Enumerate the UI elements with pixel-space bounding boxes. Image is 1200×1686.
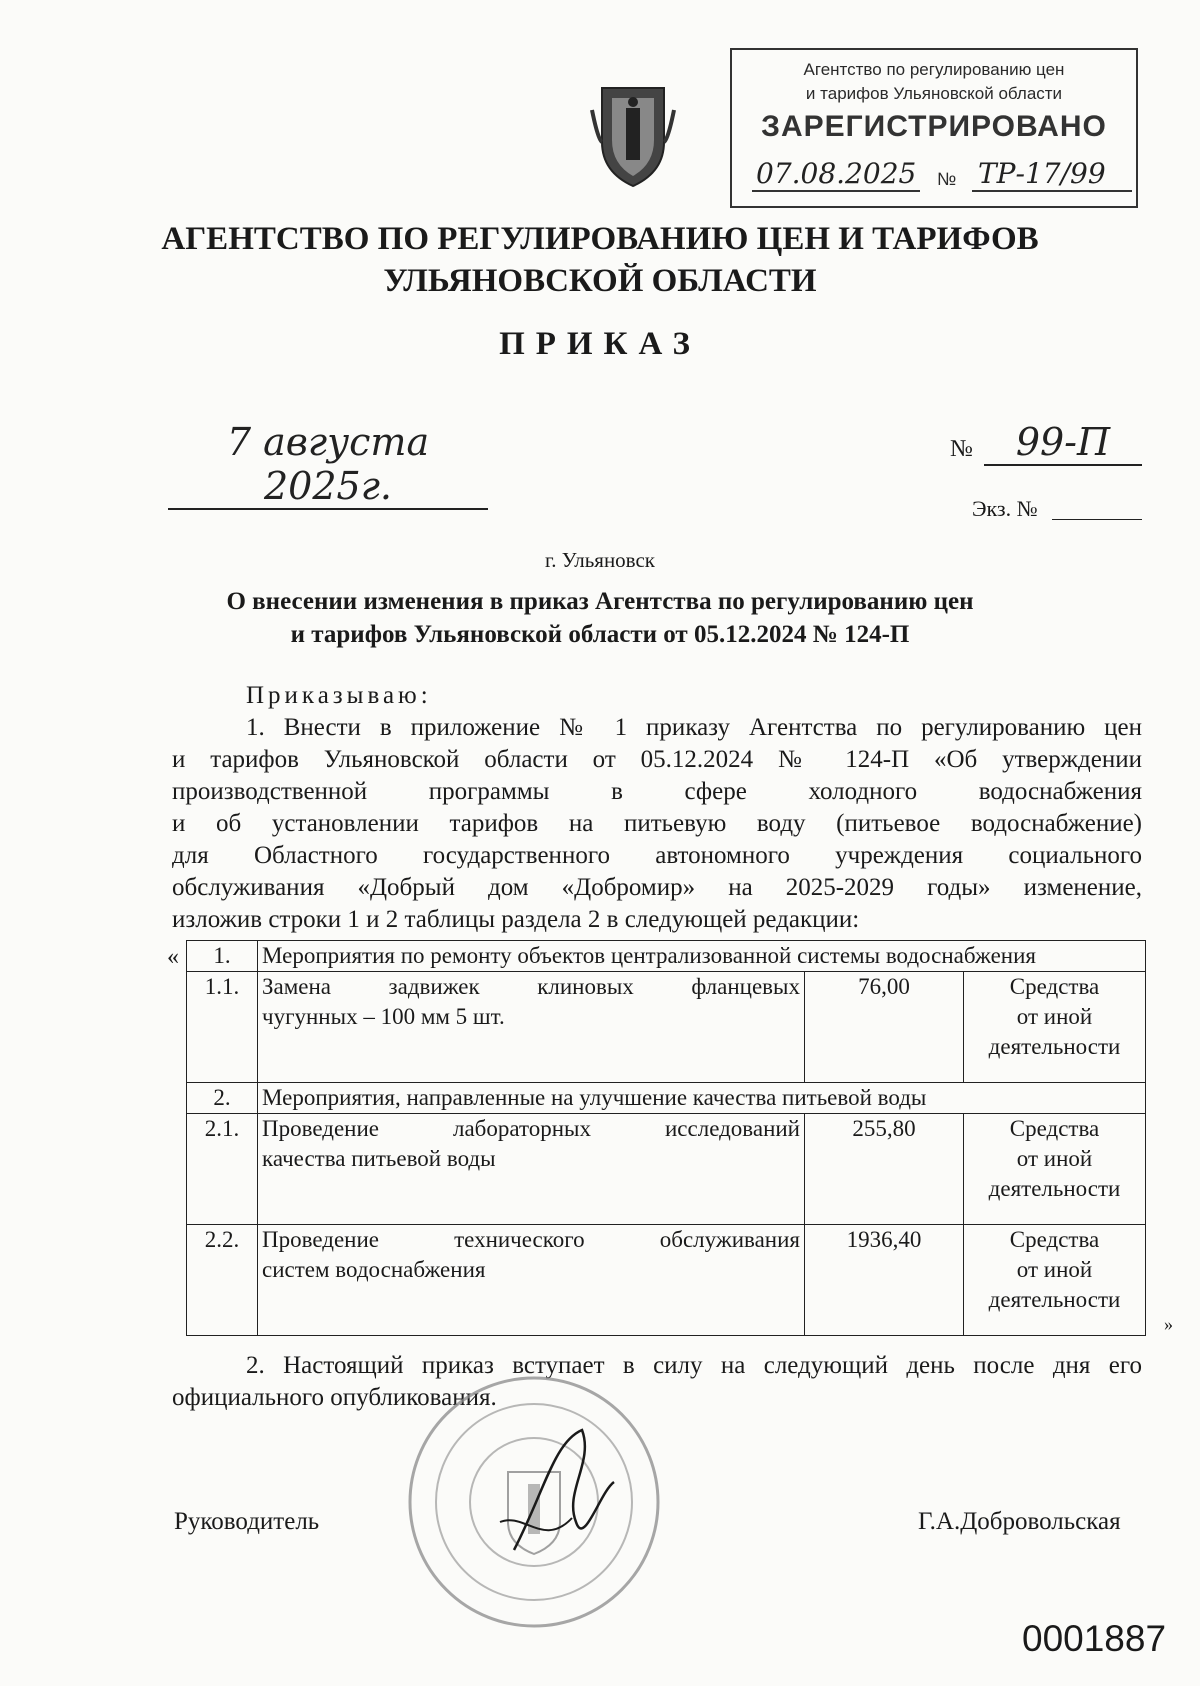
row-description	[258, 1114, 805, 1225]
row-number: 2.1.	[187, 1114, 258, 1225]
table-row	[187, 1083, 1146, 1114]
source-line: деятельности	[988, 1287, 1121, 1312]
ordering-word	[172, 680, 1142, 712]
copy-number-field	[1052, 519, 1142, 520]
p1-line: и тарифов Ульяновской области от 05.12.2024 № 124-П «Об утверждении	[172, 746, 1142, 773]
row-description	[258, 972, 805, 1083]
official-seal-icon	[404, 1372, 664, 1632]
table-close-quote: »	[1164, 1314, 1173, 1334]
order-number: 99-П	[984, 420, 1142, 466]
document-serial-number: 0001887	[1022, 1618, 1167, 1659]
row-value: 1936,40	[805, 1225, 964, 1336]
section-title: Мероприятия по ремонту объектов централизованной системы водоснабжения	[258, 941, 1146, 972]
document-title	[150, 585, 1050, 651]
source-line: Средства	[1009, 974, 1100, 999]
source-line: от иной	[1016, 1004, 1093, 1029]
title-line-1: О внесении изменения в приказ Агентства по регулированию цен	[226, 588, 974, 615]
row-number: 2.2.	[187, 1225, 258, 1336]
title-line-2: и тарифов Ульяновской области от 05.12.2024 № 124-П	[290, 621, 910, 648]
table-row	[187, 1225, 1146, 1336]
row-number: 1.	[187, 941, 258, 972]
row-value: 255,80	[805, 1114, 964, 1225]
order-number-label: №	[950, 436, 973, 462]
p1-line: 1. Внести в приложение № 1 приказу Агентства по регулированию цен	[246, 714, 1142, 741]
table-open-quote: «	[167, 944, 179, 970]
source-line: от иной	[1016, 1146, 1093, 1171]
desc-line: систем водоснабжения	[262, 1257, 486, 1282]
registration-stamp	[730, 48, 1138, 208]
agency-line-2: УЛЬЯНОВСКОЙ ОБЛАСТИ	[383, 263, 817, 299]
p2-line: 2. Настоящий приказ вступает в силу на следующий день после дня его	[246, 1352, 1142, 1379]
source-line: деятельности	[988, 1176, 1121, 1201]
paragraph-1	[172, 712, 1142, 936]
table-row	[187, 1114, 1146, 1225]
coat-of-arms-icon	[588, 80, 678, 192]
stamp-line-1: Агентство по регулированию цен	[803, 60, 1065, 79]
stamp-line-2: и тарифов Ульяновской области	[805, 84, 1063, 103]
city: г. Ульяновск	[544, 548, 655, 572]
order-date: 7 августа 2025г.	[168, 420, 488, 510]
document-type: ПРИКАЗ	[499, 326, 701, 362]
p1-line: производственной программы в сфере холодного водоснабжения	[172, 778, 1142, 805]
signatory-name: Г.А.Добровольская	[918, 1508, 1121, 1535]
signatory-position: Руководитель	[174, 1508, 320, 1535]
agency-line-1: АГЕНТСТВО ПО РЕГУЛИРОВАНИЮ ЦЕН И ТАРИФОВ	[161, 221, 1039, 257]
source-line: Средства	[1009, 1116, 1100, 1141]
row-value: 76,00	[805, 972, 964, 1083]
row-description	[258, 1225, 805, 1336]
program-table	[186, 940, 1146, 1336]
p1-line: изложив строки 1 и 2 таблицы раздела 2 в следующей редакции:	[172, 906, 860, 933]
desc-line: Замена задвижек клиновых фланцевых	[262, 974, 800, 999]
table-row	[187, 972, 1146, 1083]
p2-line: официального опубликования.	[172, 1384, 497, 1411]
stamp-date: 07.08.2025	[752, 157, 920, 192]
copy-number-label: Экз. №	[972, 496, 1038, 521]
row-number: 2.	[187, 1083, 258, 1114]
desc-line: чугунных – 100 мм 5 шт.	[262, 1004, 505, 1029]
source-line: от иной	[1016, 1257, 1093, 1282]
row-source	[964, 1225, 1146, 1336]
row-source	[964, 972, 1146, 1083]
desc-line: Проведение технического обслуживания	[262, 1227, 800, 1252]
desc-line: качества питьевой воды	[262, 1146, 496, 1171]
row-number: 1.1.	[187, 972, 258, 1083]
ordering-text: Приказываю:	[246, 682, 432, 709]
section-title: Мероприятия, направленные на улучшение качества питьевой воды	[258, 1083, 1146, 1114]
stamp-status: ЗАРЕГИСТРИРОВАНО	[761, 110, 1107, 143]
source-line: Средства	[1009, 1227, 1100, 1252]
row-source	[964, 1114, 1146, 1225]
desc-line: Проведение лабораторных исследований	[262, 1116, 800, 1141]
stamp-number: ТР-17/99	[972, 157, 1132, 192]
stamp-number-label: №	[937, 169, 957, 189]
source-line: деятельности	[988, 1034, 1121, 1059]
p1-line: для Областного государственного автономного учреждения социального	[172, 842, 1142, 869]
agency-name	[0, 218, 1200, 302]
table-row	[187, 941, 1146, 972]
p1-line: обслуживания «Добрый дом «Добромир» на 2025-2029 годы» изменение,	[172, 874, 1142, 901]
p1-line: и об установлении тарифов на питьевую воду (питьевое водоснабжение)	[172, 810, 1142, 837]
